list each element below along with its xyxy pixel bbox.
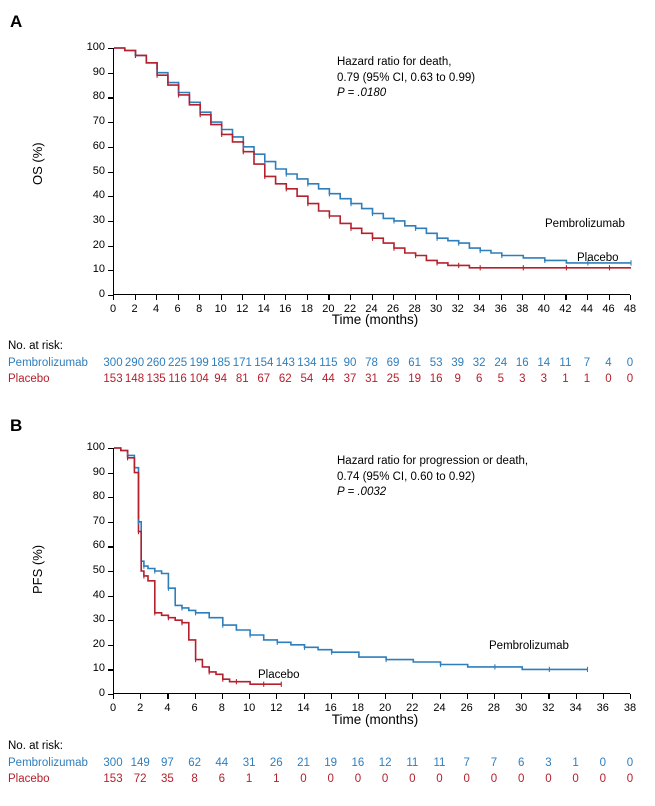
risk-value: 5 (497, 373, 504, 385)
x-tick-mark (576, 694, 577, 699)
x-tick-label: 10 (242, 702, 256, 714)
x-tick-mark (630, 295, 631, 300)
y-tick-mark (108, 122, 113, 123)
risk-value: 0 (517, 773, 525, 785)
risk-value: 61 (408, 357, 421, 369)
panel-a-annot-line-3: P = .0180 (337, 87, 387, 100)
risk-value: 31 (242, 757, 256, 769)
y-tick-label: 100 (86, 41, 105, 53)
y-tick-mark (108, 221, 113, 222)
panel-b-label-pembrolizumab: Pembrolizumab (489, 640, 569, 652)
panel-a-annot-line-2: 0.79 (95% CI, 0.63 to 0.99) (337, 71, 476, 84)
panel-a-xlabel: Time (months) (331, 312, 419, 327)
y-tick-label: 100 (86, 441, 105, 453)
y-tick-mark (108, 620, 113, 621)
x-tick-mark (328, 295, 329, 300)
y-tick-mark (108, 571, 113, 572)
panel-b-risk-title: No. at risk: (8, 740, 63, 752)
x-tick-label: 22 (343, 303, 357, 315)
panel-b-xlabel: Time (months) (331, 712, 419, 727)
panel-a-annot-line-1: Hazard ratio for death, (337, 56, 452, 68)
risk-value: 62 (278, 373, 292, 385)
x-tick-label: 18 (300, 303, 314, 315)
risk-value: 16 (429, 373, 443, 385)
risk-value: 67 (257, 373, 271, 385)
y-tick-label: 10 (92, 662, 105, 675)
risk-row-label: Placebo (8, 373, 50, 385)
x-tick-mark (521, 694, 522, 699)
y-tick-label: 50 (92, 564, 105, 576)
x-tick-mark (548, 694, 549, 699)
panel-a-ylabel: OS (%) (30, 142, 45, 185)
x-tick-label: 48 (623, 303, 637, 315)
x-tick-label: 8 (196, 303, 203, 315)
risk-value: 19 (408, 373, 421, 385)
x-tick-label: 14 (297, 702, 310, 714)
risk-value: 69 (386, 357, 400, 369)
panel-b-annot-line-3: P = .0032 (337, 486, 387, 499)
x-tick-label: 8 (218, 702, 225, 714)
panel-a-annotation (337, 55, 475, 102)
x-tick-label: 6 (191, 702, 198, 714)
risk-value: 1 (572, 757, 579, 769)
x-tick-mark (458, 295, 459, 300)
x-tick-label: 16 (279, 303, 292, 315)
y-tick-mark (108, 645, 113, 646)
y-tick-label: 30 (92, 613, 105, 626)
risk-value: 149 (130, 757, 150, 769)
risk-value: 0 (599, 773, 606, 785)
x-tick-mark (501, 295, 502, 300)
x-tick-mark (135, 295, 136, 300)
x-tick-label: 16 (324, 702, 337, 714)
x-tick-label: 38 (623, 702, 637, 714)
risk-value: 0 (626, 773, 634, 785)
risk-value: 300 (103, 357, 123, 369)
risk-value: 3 (545, 757, 552, 769)
risk-value: 0 (572, 773, 579, 785)
x-tick-label: 32 (451, 303, 464, 315)
x-tick-mark (113, 694, 114, 699)
y-tick-mark (108, 147, 113, 148)
y-tick-mark (108, 596, 113, 597)
x-tick-mark (544, 295, 545, 300)
x-tick-label: 18 (351, 702, 365, 714)
risk-value: 37 (343, 373, 357, 385)
risk-value: 3 (519, 373, 526, 385)
risk-value: 154 (254, 357, 274, 369)
x-tick-label: 28 (487, 702, 501, 714)
x-tick-label: 2 (131, 303, 138, 315)
risk-value: 260 (146, 357, 166, 369)
risk-value: 4 (605, 357, 612, 369)
x-tick-mark (222, 694, 223, 699)
y-tick-label: 10 (92, 263, 105, 276)
x-tick-label: 38 (516, 303, 529, 315)
x-tick-label: 2 (137, 702, 144, 714)
y-tick-label: 20 (92, 637, 105, 650)
risk-value: 0 (605, 373, 612, 385)
risk-value: 7 (463, 757, 470, 769)
x-tick-label: 26 (460, 702, 473, 714)
y-tick-mark (108, 172, 113, 173)
x-tick-label: 42 (559, 303, 572, 315)
risk-value: 39 (451, 357, 465, 369)
x-tick-label: 44 (580, 303, 594, 315)
panel-b-annotation (337, 454, 528, 501)
x-tick-mark (358, 694, 359, 699)
risk-value: 0 (490, 773, 498, 785)
x-tick-label: 0 (109, 702, 117, 714)
x-tick-mark (221, 295, 222, 300)
y-tick-label: 90 (92, 65, 105, 78)
risk-row-label: Placebo (8, 773, 50, 785)
risk-value: 14 (537, 357, 551, 369)
y-tick-label: 70 (92, 115, 105, 128)
risk-value: 0 (436, 773, 443, 785)
y-tick-label: 20 (92, 238, 105, 251)
risk-value: 134 (297, 357, 317, 369)
panel-a-letter: A (10, 12, 23, 31)
risk-value: 1 (273, 773, 280, 785)
y-tick-mark (108, 497, 113, 498)
x-tick-mark (350, 295, 351, 300)
risk-value: 53 (429, 357, 443, 369)
x-tick-mark (494, 694, 495, 699)
x-tick-mark (630, 694, 631, 699)
x-tick-label: 24 (433, 702, 446, 714)
y-tick-mark (108, 522, 113, 523)
y-tick-mark (108, 669, 113, 670)
y-tick-mark (108, 448, 113, 449)
risk-value: 11 (433, 757, 446, 769)
y-tick-mark (108, 73, 113, 74)
x-tick-label: 30 (429, 303, 443, 315)
risk-value: 0 (599, 757, 606, 769)
risk-value: 1 (562, 373, 569, 385)
x-tick-mark (331, 694, 332, 699)
risk-value: 21 (297, 757, 310, 769)
x-tick-label: 14 (257, 303, 270, 315)
y-tick-mark (108, 196, 113, 197)
y-tick-mark (108, 48, 113, 49)
x-tick-mark (587, 295, 588, 300)
panel-a (0, 0, 655, 400)
panel-a-label-pembrolizumab: Pembrolizumab (545, 218, 625, 230)
x-tick-mark (304, 694, 305, 699)
x-tick-label: 10 (214, 303, 227, 315)
x-tick-label: 4 (164, 702, 171, 714)
risk-value: 171 (232, 357, 252, 369)
risk-value: 0 (354, 773, 362, 785)
panel-a-risk-title: No. at risk: (8, 340, 63, 352)
x-tick-label: 36 (494, 303, 507, 315)
risk-value: 153 (103, 373, 123, 385)
x-tick-mark (603, 694, 604, 699)
risk-value: 0 (300, 773, 307, 785)
x-tick-mark (393, 295, 394, 300)
risk-value: 11 (406, 757, 419, 769)
risk-value: 7 (583, 357, 591, 369)
risk-value: 44 (215, 757, 229, 769)
x-tick-label: 12 (270, 702, 283, 714)
risk-value: 135 (146, 373, 166, 385)
x-tick-label: 30 (515, 702, 528, 714)
panel-b-annot-line-2: 0.74 (95% CI, 0.60 to 0.92) (337, 470, 476, 483)
y-tick-label: 60 (92, 539, 105, 552)
x-tick-label: 32 (542, 702, 555, 714)
x-tick-mark (522, 295, 523, 300)
y-tick-mark (108, 97, 113, 98)
x-tick-label: 34 (569, 702, 582, 714)
risk-value: 3 (540, 373, 547, 385)
x-tick-mark (242, 295, 243, 300)
risk-value: 143 (275, 357, 295, 369)
risk-value: 25 (386, 373, 400, 385)
x-tick-mark (167, 694, 168, 699)
x-tick-mark (609, 295, 610, 300)
y-tick-label: 50 (92, 164, 105, 177)
x-tick-mark (436, 295, 437, 300)
x-tick-label: 26 (386, 303, 400, 315)
risk-value: 72 (133, 773, 147, 785)
panel-b (0, 404, 655, 806)
risk-row-label: Pembrolizumab (8, 757, 88, 769)
risk-value: 32 (472, 357, 486, 369)
x-tick-mark (249, 694, 250, 699)
risk-value: 0 (463, 773, 470, 785)
y-tick-mark (108, 546, 113, 547)
x-tick-label: 28 (408, 303, 421, 315)
risk-value: 11 (559, 357, 572, 369)
risk-value: 16 (351, 757, 365, 769)
risk-value: 0 (626, 373, 634, 385)
risk-value: 185 (211, 357, 231, 369)
risk-value: 0 (545, 773, 552, 785)
x-tick-label: 34 (473, 303, 486, 315)
risk-value: 1 (245, 773, 253, 785)
x-tick-mark (156, 295, 157, 300)
x-tick-mark (307, 295, 308, 300)
x-tick-label: 4 (153, 303, 160, 315)
x-tick-mark (412, 694, 413, 699)
risk-value: 7 (490, 757, 498, 769)
y-tick-mark (108, 270, 113, 271)
risk-value: 6 (475, 373, 483, 385)
x-tick-label: 0 (109, 303, 117, 315)
y-tick-label: 40 (92, 189, 105, 202)
risk-value: 44 (321, 373, 335, 385)
x-tick-mark (178, 295, 179, 300)
risk-value: 78 (365, 357, 378, 369)
x-tick-mark (199, 295, 200, 300)
risk-value: 16 (515, 357, 529, 369)
risk-value: 0 (409, 773, 416, 785)
x-tick-mark (385, 694, 386, 699)
x-tick-mark (140, 694, 141, 699)
y-tick-label: 80 (92, 90, 105, 103)
y-tick-label: 70 (92, 514, 105, 527)
y-tick-label: 40 (92, 588, 105, 601)
risk-value: 12 (378, 757, 392, 769)
risk-value: 6 (517, 757, 525, 769)
risk-value: 148 (124, 373, 145, 385)
risk-row-label: Pembrolizumab (8, 357, 88, 369)
x-tick-label: 12 (236, 303, 249, 315)
x-tick-mark (276, 694, 277, 699)
x-tick-mark (195, 694, 196, 699)
risk-value: 0 (626, 357, 634, 369)
risk-value: 90 (343, 357, 357, 369)
risk-value: 35 (160, 773, 174, 785)
risk-value: 0 (327, 773, 334, 785)
risk-value: 104 (189, 373, 209, 385)
risk-value: 62 (188, 757, 201, 769)
risk-value: 54 (300, 373, 314, 385)
x-tick-label: 22 (406, 702, 419, 714)
x-tick-mark (415, 295, 416, 300)
x-tick-label: 40 (537, 303, 550, 315)
risk-value: 81 (235, 373, 249, 385)
panel-a-label-placebo: Placebo (577, 252, 619, 264)
x-tick-mark (285, 295, 286, 300)
y-tick-label: 0 (98, 288, 105, 300)
y-tick-mark (108, 246, 113, 247)
y-tick-mark (108, 473, 113, 474)
x-tick-label: 46 (602, 303, 615, 315)
x-tick-label: 24 (365, 303, 378, 315)
risk-value: 24 (494, 357, 508, 369)
risk-value: 0 (381, 773, 389, 785)
risk-value: 19 (324, 757, 338, 769)
x-tick-mark (372, 295, 373, 300)
y-tick-label: 0 (98, 687, 105, 699)
panel-b-label-placebo: Placebo (258, 669, 300, 681)
y-tick-label: 80 (92, 490, 105, 503)
risk-value: 199 (189, 357, 209, 369)
risk-value: 300 (103, 757, 123, 769)
x-tick-label: 6 (174, 303, 181, 315)
risk-value: 0 (626, 757, 634, 769)
risk-value: 1 (583, 373, 591, 385)
panel-b-ylabel: PFS (%) (30, 544, 45, 594)
risk-value: 26 (269, 757, 283, 769)
x-tick-label: 36 (596, 702, 609, 714)
y-tick-label: 30 (92, 213, 105, 226)
x-tick-mark (565, 295, 566, 300)
x-tick-mark (467, 694, 468, 699)
x-tick-mark (440, 694, 441, 699)
y-tick-label: 60 (92, 139, 105, 152)
risk-value: 31 (365, 373, 378, 385)
y-tick-label: 90 (92, 465, 105, 478)
risk-value: 9 (454, 373, 461, 385)
x-tick-label: 20 (378, 702, 392, 714)
risk-value: 225 (168, 357, 188, 369)
risk-value: 8 (191, 773, 198, 785)
risk-value: 153 (103, 773, 123, 785)
x-tick-mark (264, 295, 265, 300)
risk-value: 290 (124, 357, 145, 369)
panel-b-annot-line-1: Hazard ratio for progression or death, (337, 455, 529, 467)
x-tick-mark (479, 295, 480, 300)
x-tick-label: 20 (322, 303, 335, 315)
panel-b-letter: B (10, 416, 23, 435)
risk-value: 94 (214, 373, 228, 385)
risk-value: 6 (218, 773, 225, 785)
risk-value: 115 (319, 357, 338, 369)
x-tick-mark (113, 295, 114, 300)
risk-value: 116 (168, 373, 187, 385)
risk-value: 97 (160, 757, 174, 769)
